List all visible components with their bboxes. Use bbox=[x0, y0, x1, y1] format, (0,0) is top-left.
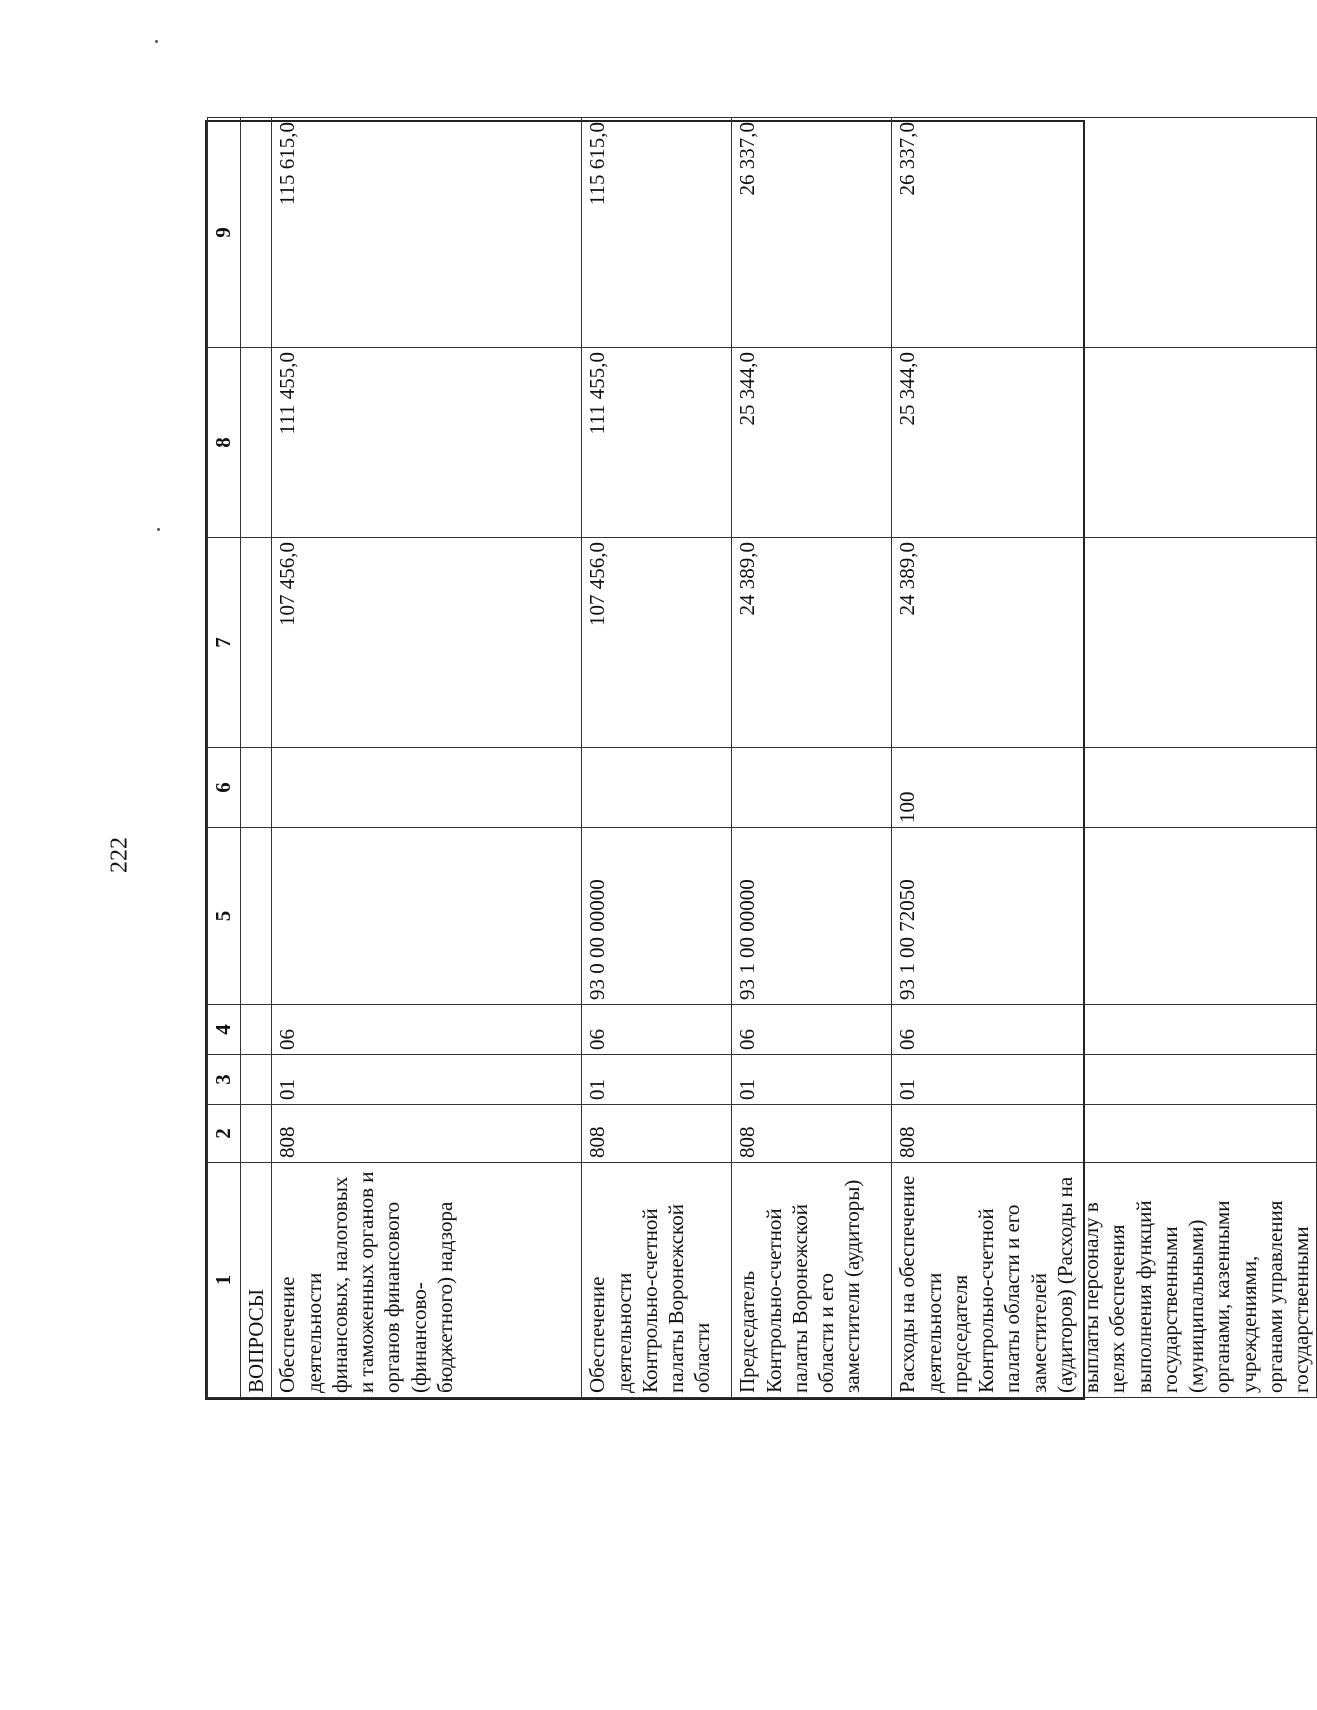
cell-col-3: 01 bbox=[892, 1055, 1317, 1105]
cell-col-8: 25 344,0 bbox=[732, 348, 892, 538]
header-cell-8: 8 bbox=[208, 348, 241, 538]
cell-col-4: 06 bbox=[892, 1005, 1317, 1055]
cell-col-4: 06 bbox=[582, 1005, 732, 1055]
table-row bbox=[272, 118, 582, 1398]
cell-col-1: Обеспечение деятельности финансовых, налоговых и таможенных органов и органов финансового (финансово-бюджетного) надзора bbox=[272, 1163, 582, 1398]
cell-col-5: 93 0 00 00000 bbox=[582, 828, 732, 1005]
cell-col-9: 115 615,0 bbox=[582, 118, 732, 348]
budget-table-container bbox=[205, 120, 1313, 1400]
budget-table bbox=[207, 117, 1317, 1398]
cell-col-9: 26 337,0 bbox=[892, 118, 1317, 348]
cell-col-1: Председатель Контрольно-счетной палаты Воронежской области и его заместители (аудиторы) bbox=[732, 1163, 892, 1398]
cell-col-6: 100 bbox=[892, 748, 1317, 828]
table-row bbox=[732, 118, 892, 1398]
cell-col-7: 24 389,0 bbox=[892, 538, 1317, 748]
cell-col-2: 808 bbox=[272, 1105, 582, 1163]
section-title: ВОПРОСЫ bbox=[241, 1163, 272, 1398]
cell-col-9: 115 615,0 bbox=[272, 118, 582, 348]
cell-col-3: 01 bbox=[272, 1055, 582, 1105]
cell-col-8: 111 455,0 bbox=[272, 348, 582, 538]
cell-col-7: 107 456,0 bbox=[272, 538, 582, 748]
cell-col-1: Обеспечение деятельности Контрольно-счетной палаты Воронежской области bbox=[582, 1163, 732, 1398]
header-cell-6: 6 bbox=[208, 748, 241, 828]
cell-col-9: 26 337,0 bbox=[732, 118, 892, 348]
cell-col-1: Расходы на обеспечение деятельности председателя Контрольно-счетной палаты области и его заместителей (аудиторов) (Расходы на выплаты персоналу в целях обеспечения выполнения функций государственными (муниципальными) органами, казенными учреждениями, органами управления государственными bbox=[892, 1163, 1317, 1398]
cell-col-5: 93 1 00 00000 bbox=[732, 828, 892, 1005]
cell-col-4: 06 bbox=[272, 1005, 582, 1055]
cell-col-2: 808 bbox=[582, 1105, 732, 1163]
table-row bbox=[582, 118, 732, 1398]
cell-col-4: 06 bbox=[732, 1005, 892, 1055]
header-cell-1: 1 bbox=[208, 1163, 241, 1398]
header-cell-9: 9 bbox=[208, 118, 241, 348]
header-cell-5: 5 bbox=[208, 828, 241, 1005]
cell-col-7: 24 389,0 bbox=[732, 538, 892, 748]
header-cell-4: 4 bbox=[208, 1005, 241, 1055]
header-cell-7: 7 bbox=[208, 538, 241, 748]
page-number: 222 bbox=[106, 837, 133, 873]
cell-col-5: 93 1 00 72050 bbox=[892, 828, 1317, 1005]
header-cell-3: 3 bbox=[208, 1055, 241, 1105]
cell-col-8: 25 344,0 bbox=[892, 348, 1317, 538]
table-row bbox=[892, 118, 1317, 1398]
cell-col-3: 01 bbox=[582, 1055, 732, 1105]
cell-col-7: 107 456,0 bbox=[582, 538, 732, 748]
cell-col-2: 808 bbox=[892, 1105, 1317, 1163]
cell-col-2: 808 bbox=[732, 1105, 892, 1163]
section-row bbox=[241, 118, 272, 1398]
cell-col-6 bbox=[732, 748, 892, 828]
cell-col-3: 01 bbox=[732, 1055, 892, 1105]
cell-col-6 bbox=[272, 748, 582, 828]
header-row bbox=[208, 118, 241, 1398]
cell-col-5 bbox=[272, 828, 582, 1005]
cell-col-6 bbox=[582, 748, 732, 828]
cell-col-8: 111 455,0 bbox=[582, 348, 732, 538]
header-cell-2: 2 bbox=[208, 1105, 241, 1163]
